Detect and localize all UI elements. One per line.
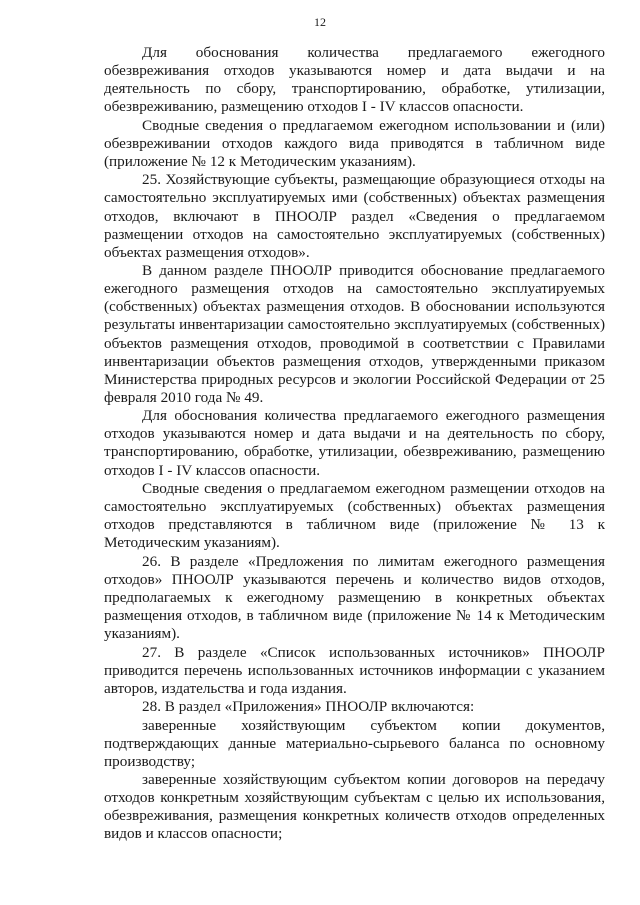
body-text (104, 44, 605, 844)
paragraph-item-28: 28. В раздел «Приложения» ПНООЛР включаются: (142, 698, 475, 716)
paragraph-item-25: 25. Хозяйствующие субъекты, размещающие образующиеся отходы на самостоятельно эксплуатируемых ими (собственных) объектах размещения отходов, включают в ПНООЛР раздел «Сведения о предлагаемом размещении отходов на самостоятельно эксплуатируемых (собственных) объектах размещения отходов». (104, 171, 605, 261)
paragraph-use-disposal-summary: Сводные сведения о предлагаемом ежегодном использовании и (или) обезвреживании отходов каждого вида приводятся в табличном виде (приложение № 12 к Методическим указаниям). (104, 116, 605, 170)
paragraph-disposal-justification: Для обоснования количества предлагаемого ежегодного обезвреживания отходов указываются номер и дата выдачи и на деятельность по сбору, транспортированию, обработке, утилизации, обезвреживанию, размещению отходов I - IV классов опасности. (104, 44, 605, 116)
paragraph-item-26: 26. В разделе «Предложения по лимитам ежегодного размещения отходов» ПНООЛР указываются перечень и количество видов отходов, предполагаемых к ежегодному размещению в конкретных объектах размещения отходов, в табличном виде (приложение № 14 к Методическим указаниям). (104, 552, 605, 643)
paragraph-section-description: В данном разделе ПНООЛР приводится обоснование предлагаемого ежегодного размещения отходов на самостоятельно эксплуатируемых (собственных) объектах размещения отходов. В обосновании используются результаты инвентаризации самостоятельно эксплуатируемых (собственных) объектов размещения отходов, проводимой в соответствии с Правилами инвентаризации объектов размещения отходов, утвержденными приказом Министерства природных ресурсов и экологии Российской Федерации от 25 февраля 2010 года № 49. (104, 262, 605, 406)
paragraph-list-item-balance-docs: заверенные хозяйствующим субъектом копии документов, подтверждающих данные материально-сырьевого баланса по основному производству; (104, 716, 605, 770)
paragraph-placement-summary: Сводные сведения о предлагаемом ежегодном размещении отходов на самостоятельно эксплуатируемых (собственных) объектах размещения отходов представляются в табличном виде (приложение № 13 к Методическим указаниям). (104, 479, 605, 552)
paragraph-list-item-contracts: заверенные хозяйствующим субъектом копии договоров на передачу отходов конкретным хозяйствующим субъектам с целью их использования, обезвреживания, размещения конкретных количеств отходов определенных видов и классов опасности; (104, 771, 605, 843)
page-number: 12 (314, 15, 326, 29)
paragraph-placement-justification: Для обоснования количества предлагаемого ежегодного размещения отходов указываются номер и дата выдачи и на деятельность по сбору, транспортированию, обработке, утилизации, обезвреживанию, размещению отходов I - IV классов опасности. (104, 407, 605, 479)
paragraph-item-27: 27. В разделе «Список использованных источников» ПНООЛР приводится перечень использованных источников информации с указанием авторов, издательства и года издания. (104, 643, 605, 697)
